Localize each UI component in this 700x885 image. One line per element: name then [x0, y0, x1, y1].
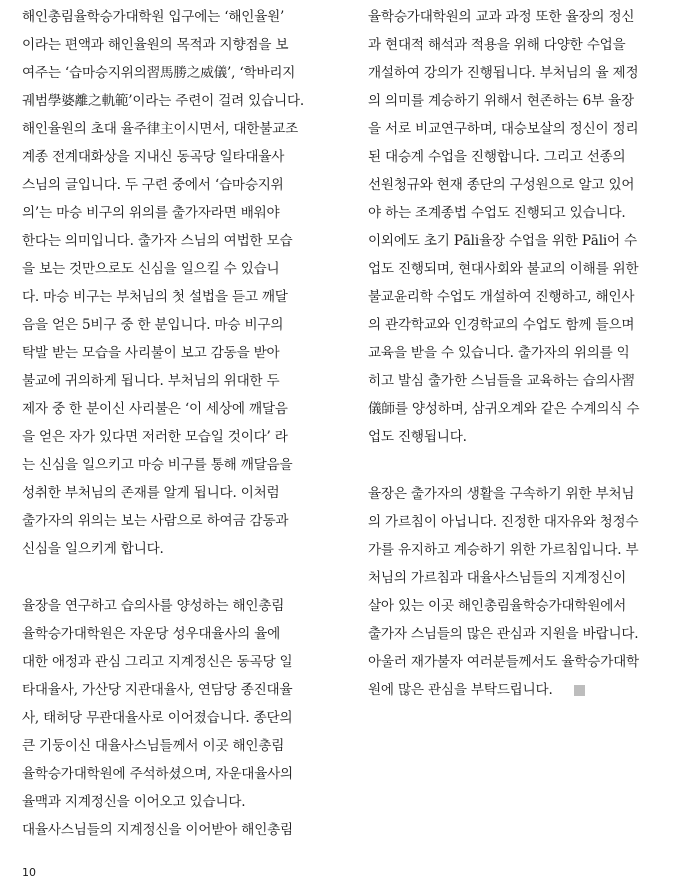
left-line-14: 불교에 귀의하게 됩니다. 부처님의 위대한 두	[22, 373, 280, 389]
left-line-19: 출가자의 위의는 보는 사람으로 하여금 감동과	[22, 513, 289, 529]
left-line-23: 대한 애정과 관심 그리고 지계정신은 동곡당 일	[22, 654, 293, 670]
right-line-21: 살아 있는 이곳 해인총림율학승가대학원에서	[368, 598, 627, 614]
right-line-9: 이외에도 초기 Pāli율장 수업을 위한 Pāli어 수	[368, 233, 637, 249]
right-line-12: 의 관각학교와 인경학교의 수업도 함께 들으며	[368, 317, 635, 333]
right-line-15: 儀師를 양성하며, 삼귀오계와 같은 수계의식 수	[368, 401, 640, 417]
right-line-18: 의 가르침이 아닙니다. 진정한 대자유와 청정수	[368, 514, 639, 530]
left-line-9: 한다는 의미입니다. 출가자 스님의 여법한 모습	[22, 233, 293, 249]
left-line-22: 율학승가대학원은 자운당 성우대율사의 율에	[22, 626, 281, 642]
left-line-15: 제자 중 한 분이신 사리불은 ‘이 세상에 깨달음	[22, 401, 288, 417]
left-line-25: 사, 태허당 무관대율사로 이어졌습니다. 종단의	[22, 710, 293, 726]
left-line-26: 큰 기둥이신 대율사스님들께서 이곳 해인총림	[22, 738, 285, 754]
left-line-5: 해인율원의 초대 율주律主이시면서, 대한불교조	[22, 121, 299, 137]
right-line-22: 출가자 스님들의 많은 관심과 지원을 바랍니다.	[368, 626, 639, 642]
left-line-7: 스님의 글입니다. 두 구련 중에서 ‘습마승지위	[22, 177, 284, 193]
right-line-17: 율장은 출가자의 생활을 구속하기 위한 부처님	[368, 486, 635, 502]
right-line-1: 율학승가대학원의 교과 과정 또한 율장의 정신	[368, 9, 635, 25]
right-line-8: 야 하는 조계종법 수업도 진행되고 있습니다.	[368, 205, 626, 221]
right-line-7: 선원청규와 현재 종단의 구성원으로 알고 있어	[368, 177, 635, 193]
left-line-27: 율학승가대학원에 주석하셨으며, 자운대율사의	[22, 766, 293, 782]
right-line-3: 개설하여 강의가 진행됩니다. 부처님의 율 제정	[368, 65, 639, 81]
left-line-3: 여주는 ‘습마승지위의習馬勝之威儀’, ‘학바리지	[22, 65, 296, 81]
left-line-18: 성취한 부처님의 존재를 알게 됩니다. 이처럼	[22, 485, 280, 501]
right-line-10: 업도 진행되며, 현대사회와 불교의 이해를 위한	[368, 261, 639, 277]
left-line-24: 타대율사, 가산당 지관대율사, 연담당 종진대율	[22, 682, 293, 698]
left-line-4: 궤범學婆離之軌範’이라는 주련이 걸려 있습니다.	[22, 93, 305, 109]
left-line-6: 계종 전계대화상을 지내신 동곡당 일타대율사	[22, 149, 285, 165]
left-line-11: 다. 마승 비구는 부처님의 첫 설법을 듣고 깨달	[22, 289, 288, 305]
left-line-16: 을 얻은 자가 있다면 저러한 모습일 것이다’ 라	[22, 429, 288, 445]
left-line-10: 을 보는 것만으로도 신심을 일으킬 수 있습니	[22, 261, 280, 277]
left-line-20: 신심을 일으키게 합니다.	[22, 541, 164, 557]
right-line-20: 처님의 가르침과 대율사스님들의 지계정신이	[368, 570, 627, 586]
right-line-2: 과 현대적 해석과 적용을 위해 다양한 수업을	[368, 37, 626, 53]
left-line-17: 는 신심을 일으키고 마승 비구를 통해 깨달음을	[22, 457, 293, 473]
left-line-12: 음을 얻은 5비구 중 한 분입니다. 마승 비구의	[22, 317, 284, 333]
left-line-1: 해인총림율학승가대학원 입구에는 ‘해인율원’	[22, 9, 285, 25]
left-line-13: 탁발 받는 모습을 사리불이 보고 감동을 받아	[22, 345, 280, 361]
left-line-2: 이라는 편액과 해인율원의 목적과 지향점을 보	[22, 37, 289, 53]
page-number: 10	[22, 866, 36, 879]
left-line-8: 의’는 마승 비구의 위의를 출가자라면 배워야	[22, 205, 280, 221]
right-line-11: 불교윤리학 수업도 개설하여 진행하고, 해인사	[368, 289, 635, 305]
end-of-article-mark	[574, 685, 585, 696]
right-line-16: 업도 진행됩니다.	[368, 429, 467, 445]
right-line-4: 의 의미를 계승하기 위해서 현존하는 6부 율장	[368, 93, 634, 109]
right-line-5: 을 서로 비교연구하며, 대승보살의 정신이 정리	[368, 121, 639, 137]
left-line-29: 대율사스님들의 지계정신을 이어받아 해인총림	[22, 822, 293, 838]
left-line-21: 율장을 연구하고 습의사를 양성하는 해인총림	[22, 598, 285, 614]
right-line-13: 교육을 받을 수 있습니다. 출가자의 위의를 익	[368, 345, 630, 361]
right-line-6: 된 대승계 수업을 진행합니다. 그리고 선종의	[368, 149, 626, 165]
left-line-28: 율맥과 지계정신을 이어오고 있습니다.	[22, 794, 246, 810]
right-line-24: 원에 많은 관심을 부탁드립니다.	[368, 682, 553, 698]
right-line-14: 히고 발심 출가한 스님들을 교육하는 습의사習	[368, 373, 635, 389]
right-line-23: 아울러 재가불자 여러분들께서도 율학승가대학	[368, 654, 639, 670]
right-line-19: 가를 유지하고 계승하기 위한 가르침입니다. 부	[368, 542, 639, 558]
